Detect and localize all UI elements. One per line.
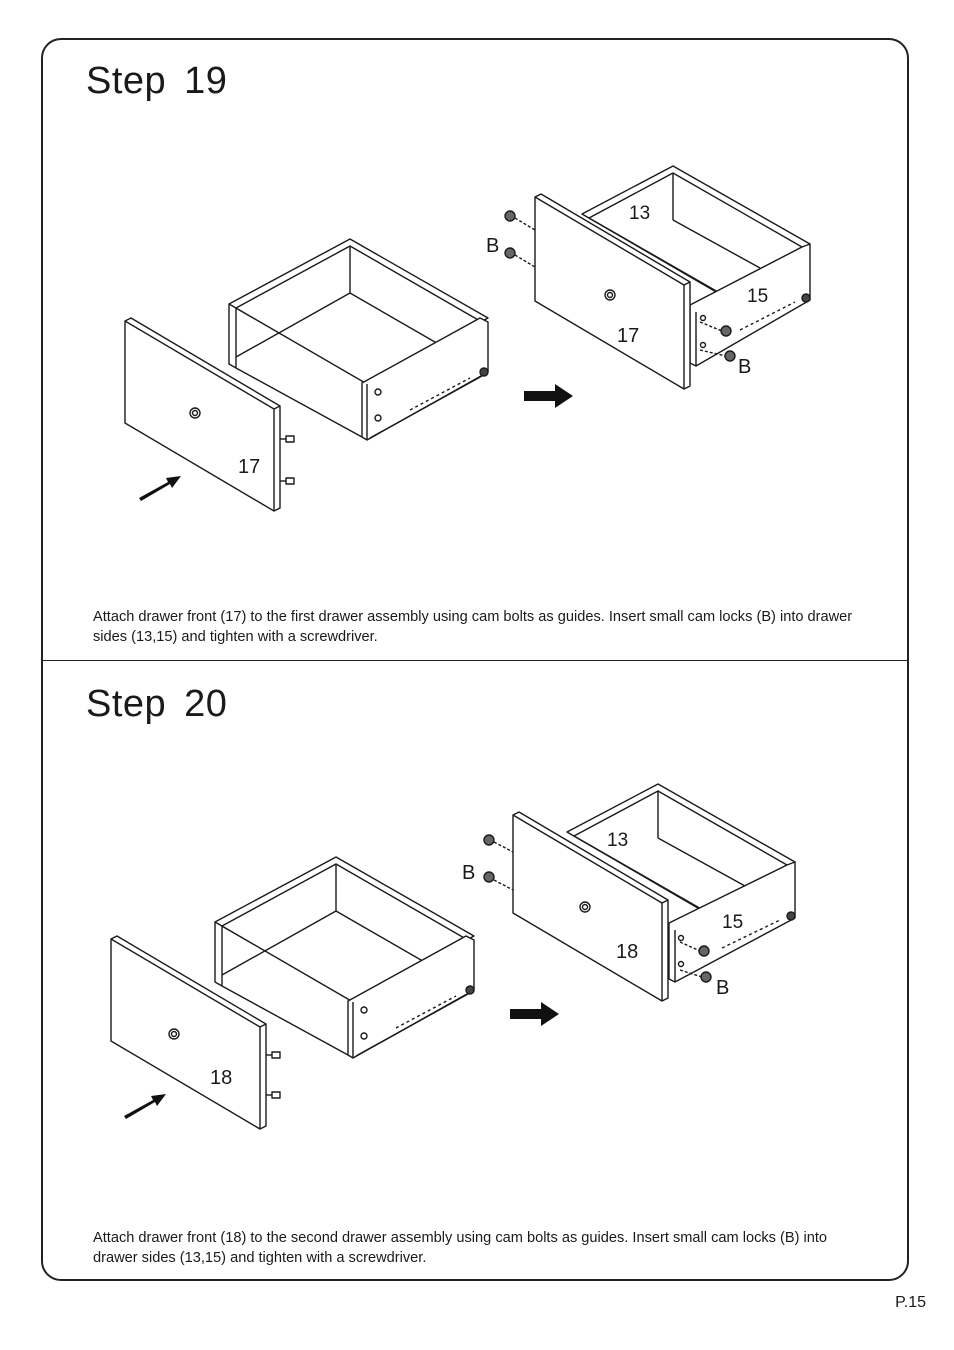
- front-part-label-assembled: 17: [617, 325, 640, 347]
- right-arrow-icon: [510, 1002, 559, 1026]
- front-part-label: 17: [238, 456, 261, 478]
- step-20-description: Attach drawer front (18) to the second drawer assembly using cam bolts as guides. Insert small cam locks (B) into drawer sides (13,15) and tighten with a screwdriver.: [93, 1230, 828, 1266]
- front-part-label-assembled: 18: [616, 941, 639, 963]
- right-side-part-label: 15: [722, 912, 744, 933]
- step-20-illustration: [0, 620, 954, 1280]
- diagonal-arrow-icon: [124, 1094, 166, 1119]
- drawer-assembled: [505, 166, 810, 389]
- cam-lock-label-lower: B: [738, 356, 752, 378]
- step-19-illustration: [0, 0, 954, 660]
- cam-lock-label-upper: B: [486, 235, 500, 257]
- left-side-part-label: 13: [629, 203, 651, 224]
- drawer-assembled: [484, 784, 795, 1001]
- step-number: 20: [184, 683, 228, 725]
- page-number: P.15: [895, 1294, 926, 1311]
- left-side-part-label: 13: [607, 830, 629, 851]
- drawer-front-panel: [111, 936, 280, 1129]
- right-arrow-icon: [524, 384, 573, 408]
- cam-lock-label-lower: B: [716, 977, 730, 999]
- right-side-part-label: 15: [747, 286, 769, 307]
- step-word: Step: [86, 60, 167, 102]
- step-number: 19: [184, 60, 228, 102]
- cam-lock-label-upper: B: [462, 862, 476, 884]
- step-19-description: Attach drawer front (17) to the first drawer assembly using cam bolts as guides. Insert small cam locks (B) into drawer sides (13,15) and tighten with a screwdriver.: [93, 609, 853, 645]
- drawer-front-panel: [125, 318, 294, 511]
- step-word: Step: [86, 683, 167, 725]
- diagonal-arrow-icon: [139, 476, 181, 501]
- front-part-label: 18: [210, 1067, 233, 1089]
